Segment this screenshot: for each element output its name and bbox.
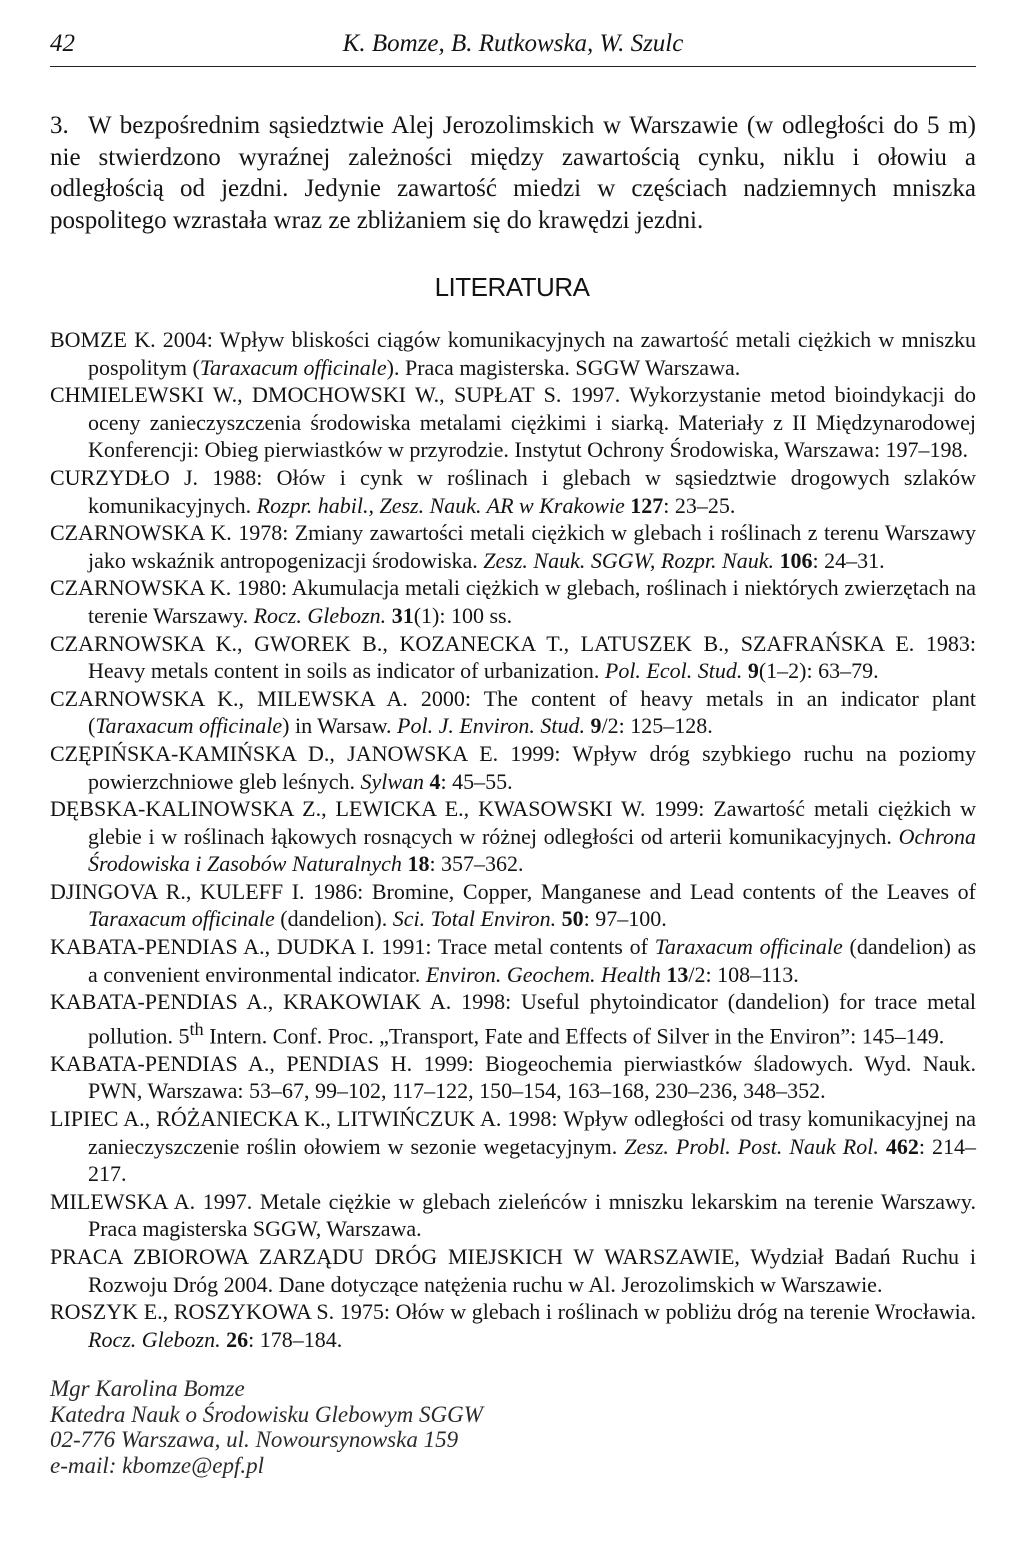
reference-segment: : 97–100. — [583, 906, 667, 932]
reference-segment — [879, 1134, 886, 1159]
reference-segment: CZARNOWSKA K. 1980: Akumulacja metali ciężkich w glebach, roślinach i niektórych zwierzętach na terenie Warszawy. — [50, 575, 976, 628]
reference-entry — [50, 1298, 976, 1353]
literature-heading: LITERATURA — [434, 272, 590, 302]
reference-segment: 26 — [226, 1326, 249, 1352]
reference-segment: Environ. Geochem. Health — [425, 961, 661, 987]
reference-segment: Zesz. Nauk. SGGW, Rozpr. Nauk. — [483, 547, 774, 573]
reference-segment: CZĘPIŃSKA-KAMIŃSKA D., JANOWSKA E. 1999: Wpływ dróg szybkiego ruchu na poziomy powierzchniowe gleb leśnych. — [50, 740, 976, 794]
author-department: Katedra Nauk o Środowisku Glebowym SGGW — [50, 1401, 483, 1427]
running-title: K. Bomze, B. Rutkowska, W. Szulc — [342, 30, 684, 57]
reference-entry — [50, 1050, 976, 1105]
reference-segment: 4 — [429, 768, 441, 794]
reference-segment: Sylwan — [360, 768, 425, 794]
reference-entry — [50, 685, 976, 740]
reference-segment: 127 — [630, 492, 664, 518]
reference-segment: ROSZYK E., ROSZYKOWA S. 1975: Ołów w glebach i roślinach w pobliżu dróg na terenie Wrocławia. — [50, 1299, 976, 1325]
reference-segment: BOMZE K. 2004: Wpływ bliskości ciągów komunikacyjnych na zawartość metali ciężkich w mniszku pospolitym ( — [50, 327, 976, 380]
reference-segment: CZARNOWSKA K. 1978: Zmiany zawartości metali ciężkich w glebach i roślinach z terenu Warszawy jako wskaźnik antropogenizacji środowiska. — [50, 520, 976, 573]
reference-entry — [50, 381, 976, 464]
reference-segment: DĘBSKA-KALINOWSKA Z., LEWICKA E., KWASOWSKI W. 1999: Zawartość metali ciężkich w glebie i w roślinach łąkowych rosnących w różnej odległości od arterii komunikacyjnych. — [50, 796, 976, 849]
reference-segment: Intern. Conf. Proc. „Transport, Fate and Effects of Silver in the Environ”: 145–149. — [203, 1023, 945, 1049]
reference-segment: 50 — [561, 906, 584, 932]
author-email: e-mail: kbomze@epf.pl — [50, 1452, 265, 1478]
reference-segment: (dandelion). — [274, 906, 393, 932]
reference-segment: : 45–55. — [440, 768, 513, 794]
reference-entry — [50, 740, 976, 795]
reference-entry — [50, 988, 976, 1050]
reference-segment: KABATA-PENDIAS A., PENDIAS H. 1999: Biogeochemia pierwiastków śladowych. Wyd. Nauk. PWN, Warszawa: 53–67, 99–102, 117–122, 150–154, 163–168, 230–236, 348–352. — [50, 1050, 976, 1104]
reference-entry — [50, 630, 976, 685]
reference-segment: (dandelion) as a convenient environmental indicator. — [88, 934, 977, 987]
reference-entry — [50, 795, 976, 878]
reference-segment: : 23–25. — [663, 492, 736, 518]
reference-segment: CZARNOWSKA K., MILEWSKA A. 2000: The content of heavy metals in an indicator plant ( — [50, 685, 976, 739]
author-address: 02-776 Warszawa, ul. Nowoursynowska 159 — [50, 1427, 459, 1452]
reference-segment: Rocz. Glebozn. — [253, 602, 387, 628]
reference-segment: th — [189, 1018, 204, 1039]
reference-segment: : 214–217. — [88, 1133, 976, 1187]
reference-segment: 462 — [885, 1133, 919, 1159]
running-header — [50, 26, 976, 67]
reference-segment: Pol. J. Environ. Stud. — [397, 713, 586, 739]
reference-segment: (1): 100 ss. — [413, 602, 513, 628]
reference-segment: 9 — [747, 658, 759, 684]
page-number: 42 — [50, 30, 75, 57]
reference-segment: DJINGOVA R., KULEFF I. 1986: Bromine, Copper, Manganese and Lead contents of the Leaves of — [50, 878, 976, 904]
reference-segment: 31 — [391, 602, 414, 628]
reference-segment: CURZYDŁO J. 1988: Ołów i cynk w roślinach i glebach w sąsiedztwie drogowych szlaków komunikacyjnych. — [50, 464, 976, 518]
reference-segment: Pol. Ecol. Stud. — [604, 658, 743, 684]
reference-segment: KABATA-PENDIAS A., KRAKOWIAK A. 1998: Useful phytoindicator (dandelion) for trace metal pollution. 5 — [50, 989, 976, 1049]
reference-entry — [50, 1243, 976, 1298]
author-name: Mgr Karolina Bomze — [50, 1376, 245, 1401]
reference-segment: Taraxacum officinale — [88, 906, 275, 932]
reference-segment: ). Praca magisterska. SGGW Warszawa. — [386, 354, 741, 380]
reference-segment: 18 — [407, 851, 430, 877]
reference-segment: 13 — [666, 961, 689, 987]
reference-entry — [50, 574, 976, 629]
conclusion-text: W bezpośrednim sąsiedztwie Alej Jerozolimskich w Warszawie (w odległości do 5 m) nie stwierdzono wyraźnej zależności między zawartością cynku, niklu i ołowiu a odległością od jezdni. Jedynie zawartość miedzi w częściach nadziemnych mniszka pospolitego wzrastała wraz ze zbliżaniem się do krawędzi jezdni. — [50, 112, 976, 234]
reference-segment: MILEWSKA A. 1997. Metale ciężkie w glebach zieleńców i mniszku lekarskim na terenie Warszawy. Praca magisterska SGGW, Warszawa. — [50, 1188, 976, 1242]
reference-segment: : 178–184. — [248, 1326, 343, 1352]
reference-entry — [50, 1105, 976, 1188]
reference-segment: Rozpr. habil., Zesz. Nauk. AR w Krakowie — [256, 492, 625, 518]
reference-segment: LIPIEC A., RÓŻANIECKA K., LITWIŃCZUK A. 1998: Wpływ odległości od trasy komunikacyjnej na zanieczyszczenie roślin ołowiem w sezonie wegetacyjnym. — [50, 1105, 976, 1159]
reference-entry — [50, 878, 976, 933]
reference-segment: : 357–362. — [429, 851, 524, 877]
reference-entry — [50, 1188, 976, 1243]
reference-segment: CHMIELEWSKI W., DMOCHOWSKI W., SUPŁAT S. 1997. Wykorzystanie metod bioindykacji do oceny zanieczyszczenia środowiska metalami ciężkimi i siarką. Materiały z II Międzynarodowej Konferencji: Obieg pierwiastków w przyrodzie. Instytut Ochrony Środowiska, Warszawa: 197–198. — [50, 382, 976, 463]
reference-entry — [50, 519, 976, 574]
reference-segment: Zesz. Probl. Post. Nauk Rol. — [624, 1133, 879, 1159]
reference-segment: 9 — [590, 713, 602, 739]
reference-segment: KABATA-PENDIAS A., DUDKA I. 1991: Trace metal contents of — [50, 934, 655, 960]
reference-entry — [50, 933, 976, 988]
reference-segment: PRACA ZBIOROWA ZARZĄDU DRÓG MIEJSKICH W WARSZAWIE, Wydział Badań Ruchu i Rozwoju Dróg 2004. Dane dotyczące natężenia ruchu w Al. Jerozolimskich w Warszawie. — [50, 1243, 976, 1297]
reference-segment: /2: 108–113. — [688, 961, 799, 987]
reference-entry — [50, 464, 976, 519]
reference-segment: Rocz. Glebozn. — [88, 1326, 221, 1352]
reference-segment: (1–2): 63–79. — [758, 658, 879, 684]
reference-segment: 106 — [779, 547, 813, 573]
reference-list — [50, 326, 976, 1353]
reference-segment: Taraxacum officinale — [654, 934, 843, 960]
reference-segment: Ochrona Środowiska i Zasobów Naturalnych — [88, 823, 976, 877]
reference-segment: : 24–31. — [812, 547, 885, 573]
author-affiliation — [50, 1376, 483, 1478]
conclusion-paragraph — [50, 110, 976, 236]
reference-segment: Taraxacum officinale — [199, 354, 387, 380]
reference-entry — [50, 326, 976, 381]
reference-segment: CZARNOWSKA K., GWOREK B., KOZANECKA T., LATUSZEK B., SZAFRAŃSKA E. 1983: Heavy metals content in soils as indicator of urbanization. — [50, 630, 976, 684]
reference-segment: Sci. Total Environ. — [392, 906, 557, 932]
reference-segment: /2: 125–128. — [601, 713, 713, 739]
reference-segment: ) in Warsaw. — [282, 713, 398, 739]
conclusion-number: 3. — [50, 112, 69, 139]
reference-segment: Taraxacum officinale — [95, 713, 283, 739]
